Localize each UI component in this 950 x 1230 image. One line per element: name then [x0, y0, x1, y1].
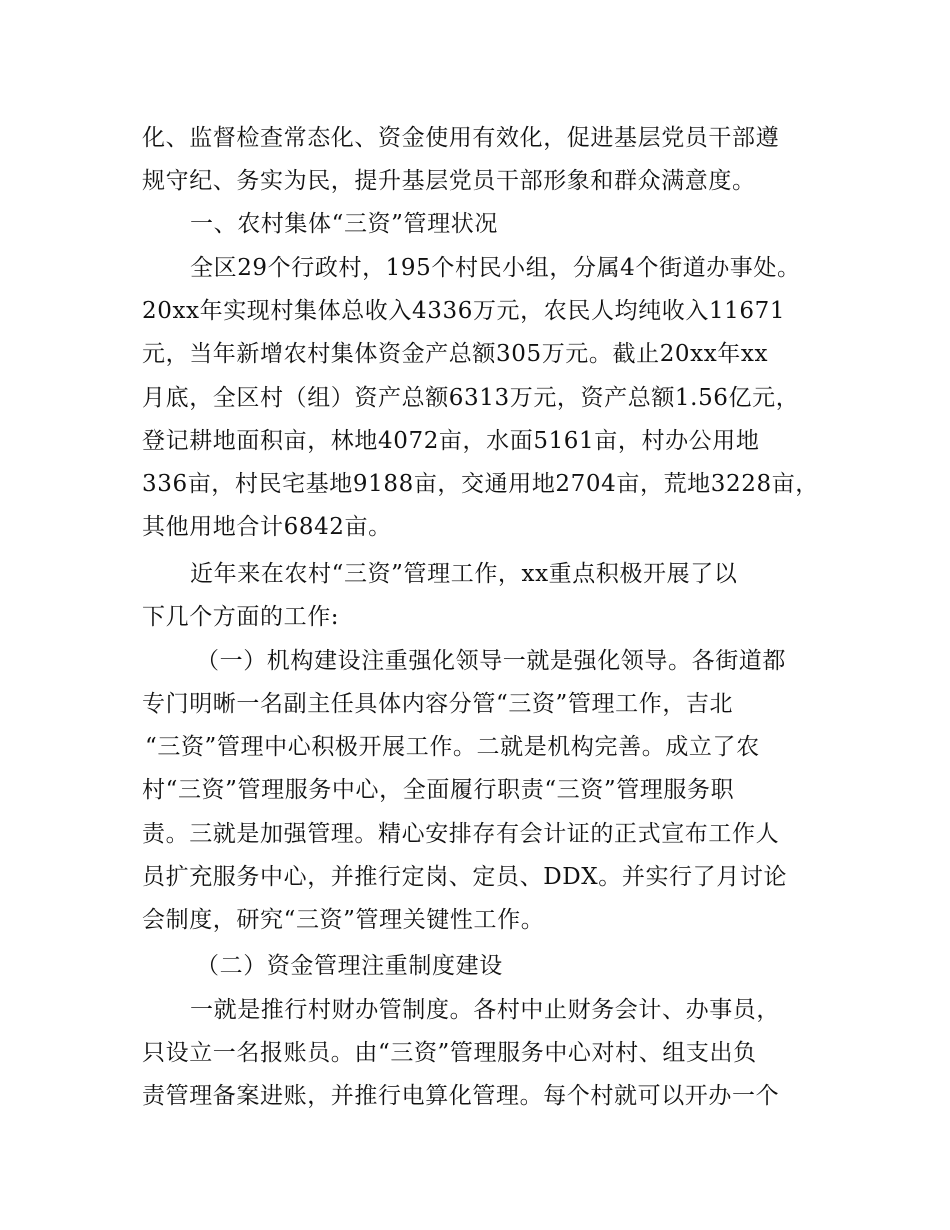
- text-line-18: 员扩充服务中心，并推行定岗、定员、DDX。并实行了月讨论: [142, 864, 788, 890]
- section-heading-1: 一、农村集体“三资”管理状况: [190, 211, 498, 237]
- text-line-8: 登记耕地面积亩，林地4072亩，水面5161亩，村办公用地: [142, 428, 760, 454]
- text-line-15: “三资”管理中心积极开展工作。二就是机构完善。成立了农: [145, 734, 760, 760]
- text-line-21: 一就是推行村财办管制度。各村中止财务会计、办事员，: [190, 997, 780, 1023]
- text-line-22: 只设立一名报账员。由“三资”管理服务中心对村、组支出负: [142, 1040, 757, 1066]
- text-line-12: 下几个方面的工作:: [142, 604, 340, 630]
- text-line-11: 近年来在农村“三资”管理工作，xx重点积极开展了以: [190, 561, 738, 587]
- text-line-16: 村“三资”管理服务中心，全面履行职责“三资”管理服务职: [142, 777, 735, 803]
- text-line-23: 责管理备案进账，并推行电算化管理。每个村就可以开办一个: [142, 1083, 780, 1109]
- text-line-17: 责。三就是加强管理。精心安排存有会计证的正式宣布工作人: [142, 821, 780, 847]
- subsection-heading-1: （一）机构建设注重强化领导一就是强化领导。各街道都: [196, 648, 786, 674]
- text-line-14: 专门明晰一名副主任具体内容分管“三资”管理工作，吉北: [142, 691, 734, 717]
- subsection-heading-2: （二）资金管理注重制度建设: [196, 953, 503, 979]
- text-line-10: 其他用地合计6842亩。: [142, 514, 392, 540]
- text-line-9: 336亩，村民宅基地9188亩，交通用地2704亩，荒地3228亩，: [142, 471, 819, 497]
- text-line-2: 规守纪、务实为民，提升基层党员干部形象和群众满意度。: [142, 168, 756, 194]
- text-line-1: 化、监督检查常态化、资金使用有效化，促进基层党员干部遵: [142, 125, 780, 151]
- text-line-4: 全区29个行政村，195个村民小组，分属4个街道办事处。: [190, 255, 801, 281]
- text-line-19: 会制度，研究“三资”管理关键性工作。: [142, 907, 545, 933]
- text-line-6: 元，当年新增农村集体资金产总额305万元。截止20xx年xx: [142, 341, 769, 367]
- text-line-5: 20xx年实现村集体总收入4336万元，农民人均纯收入11671: [142, 298, 786, 324]
- text-line-7: 月底，全区村（组）资产总额6313万元，资产总额1.56亿元，: [142, 385, 800, 411]
